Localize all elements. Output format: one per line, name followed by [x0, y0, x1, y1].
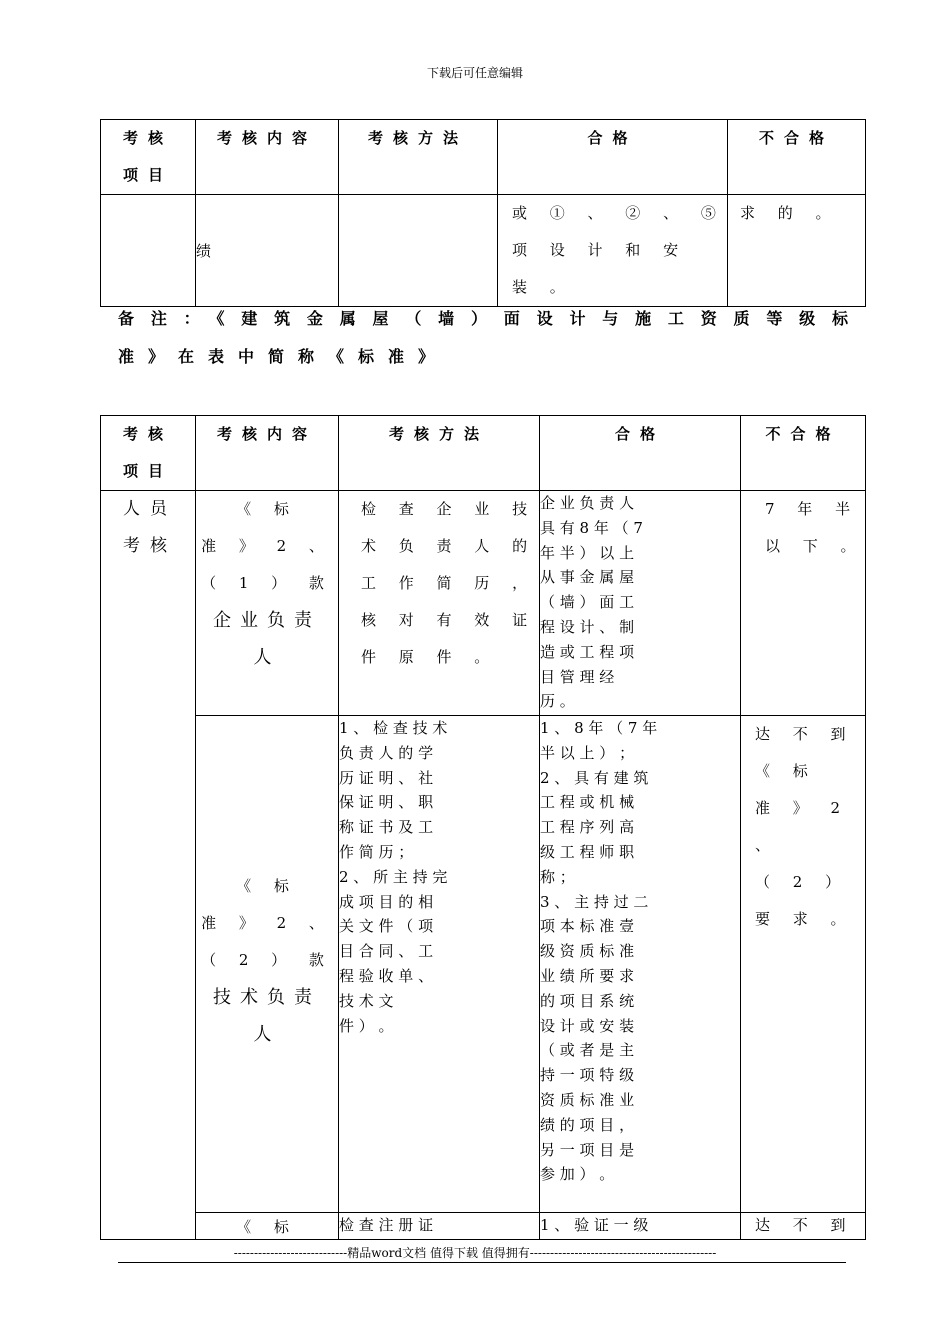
- fail-cell: [741, 491, 866, 716]
- header-fail: 不合格: [741, 416, 866, 491]
- pass-line: 的 项 目 系 统: [540, 991, 635, 1010]
- page-footer: ----------------------------精品word文档 值得下载 值得拥有----------------------------------------------: [233, 1246, 717, 1260]
- pass-line: （ 或 者 是 主: [540, 1041, 635, 1060]
- method-cell: [339, 716, 540, 1213]
- header-item-line1: 考核: [122, 129, 173, 147]
- header-item-line2: 项目: [122, 166, 173, 184]
- method-cell: [339, 491, 540, 716]
- pass-line: 企 业 负 责 人: [540, 494, 635, 512]
- table-header-row: [101, 416, 866, 491]
- header-method: 考核方法: [339, 416, 540, 491]
- header-pass: 合格: [540, 416, 741, 491]
- pass-line: 工 程 或 机 械: [540, 793, 635, 812]
- pass-line: 参 加 ） 。: [540, 1165, 615, 1184]
- header-method: 考核方法: [339, 120, 498, 195]
- pass-cell: [540, 716, 741, 1213]
- pass-line: 级 工 程 师 职: [540, 842, 635, 861]
- content-line: （ 1 ） 款: [201, 574, 333, 592]
- method-line: 目 合 同 、 工: [339, 942, 434, 961]
- fail-cell: 达 不 到: [741, 1213, 866, 1240]
- method-line: 技 术 文: [339, 991, 394, 1010]
- fail-line: 要 求 。: [755, 910, 855, 928]
- content-line: 《 标: [236, 877, 298, 895]
- table-row: [101, 195, 866, 307]
- method-line: 作 简 历 ；: [339, 842, 414, 861]
- pass-line: 历 。: [540, 692, 575, 711]
- content-line: 准 》 2 、: [201, 914, 333, 932]
- row-pass-cell: [498, 195, 728, 307]
- fail-line: 以 下 。: [765, 537, 865, 555]
- method-line: 工 作 简 历 ，: [361, 574, 537, 592]
- remark-note: [118, 300, 848, 376]
- fail-line: （ 2 ）: [755, 873, 850, 891]
- method-line: 2 、 所 主 持 完: [339, 867, 448, 886]
- footer-divider: [118, 1262, 846, 1263]
- pass-line: 项 设 计 和 安: [512, 241, 688, 259]
- header-content: 考核内容: [196, 120, 339, 195]
- pass-line: 半 以 上 ） ；: [540, 743, 635, 762]
- pass-line: 造 或 工 程 项: [540, 642, 635, 661]
- method-line: 检 查 企 业 技: [361, 500, 537, 518]
- pass-line: 目 管 理 经: [540, 667, 615, 686]
- remark-line1: 备注：《建筑金属屋（墙）面设计与施工资质等级标: [118, 309, 848, 328]
- fail-cell: [741, 716, 866, 1213]
- pass-line: 工 程 序 列 高: [540, 818, 635, 837]
- header-item: [101, 416, 196, 491]
- pass-cell: [540, 491, 741, 716]
- method-line: 核 对 有 效 证: [361, 611, 537, 629]
- header-item-line1: 考核: [122, 425, 173, 443]
- page-header-note: 下载后可任意编辑: [426, 66, 523, 80]
- fail-line: 达 不 到: [755, 725, 855, 743]
- assessment-table-main: [100, 415, 866, 1240]
- content-line: 《 标: [236, 500, 298, 518]
- item-line1: 人员: [123, 499, 177, 519]
- table-header-row: [101, 120, 866, 195]
- fail-line: 、: [755, 836, 780, 854]
- method-line: 程 验 收 单 、: [339, 966, 434, 985]
- item-line2: 考核: [123, 536, 177, 556]
- pass-line: 资 质 标 准 业: [540, 1090, 635, 1109]
- pass-line: 年 半 ） 以 上: [540, 543, 635, 562]
- content-line-title: 人: [253, 647, 281, 668]
- remark-line2: 准》在表中简称《标准》: [118, 347, 449, 366]
- content-line-title: 企业负责: [213, 610, 321, 631]
- pass-line: 从 事 金 属 屋: [540, 568, 635, 587]
- method-line: 历 证 明 、 社: [339, 768, 434, 787]
- fail-line: 准 》 2: [755, 799, 850, 817]
- method-line: 术 负 责 人 的: [361, 537, 537, 555]
- table-row: [101, 716, 866, 1213]
- pass-line: 级 资 质 标 准: [540, 942, 635, 961]
- row-method-cell: [339, 195, 498, 307]
- content-line: （ 2 ） 款: [201, 951, 333, 969]
- content-line-title: 技术负责: [213, 987, 321, 1008]
- method-line: 负 责 人 的 学: [339, 743, 434, 762]
- pass-line: 项 本 标 准 壹: [540, 917, 635, 936]
- row-item-cell: [101, 195, 196, 307]
- method-line: 关 文 件 （ 项: [339, 917, 434, 936]
- method-line: 1 、 检 查 技 术: [339, 719, 448, 737]
- header-pass: 合格: [498, 120, 728, 195]
- pass-line: 2 、 具 有 建 筑: [540, 768, 649, 787]
- pass-line: 装 。: [512, 278, 574, 296]
- pass-line: 1 、 8 年 （ 7 年: [540, 719, 658, 737]
- header-fail: 不合格: [728, 120, 866, 195]
- method-line: 件 原 件 。: [361, 648, 499, 666]
- header-item-line2: 项目: [122, 462, 173, 480]
- pass-line: 或 ① 、 ② 、 ⑤: [512, 204, 725, 222]
- pass-line: 另 一 项 目 是: [540, 1140, 635, 1159]
- pass-line: 业 绩 所 要 求: [540, 966, 635, 985]
- header-content: 考核内容: [196, 416, 339, 491]
- pass-line: 设 计 或 安 装: [540, 1016, 635, 1035]
- table-row: [101, 1213, 866, 1240]
- method-line: 成 项 目 的 相: [339, 892, 434, 911]
- table-row: [101, 491, 866, 716]
- pass-line: 称 ；: [540, 867, 575, 886]
- content-cell: 《 标: [196, 1213, 339, 1240]
- pass-line: 持 一 项 特 级: [540, 1066, 635, 1085]
- personnel-assessment-cell: [101, 491, 196, 1240]
- pass-line: （ 墙 ） 面 工: [540, 593, 635, 612]
- pass-line: 程 设 计 、 制: [540, 617, 635, 636]
- header-item: [101, 120, 196, 195]
- fail-line: 7 年 半: [765, 500, 860, 518]
- pass-line: 具 有 8 年 （ 7: [540, 518, 643, 537]
- pass-line: 3 、 主 持 过 二: [540, 892, 649, 911]
- method-line: 称 证 书 及 工: [339, 818, 434, 837]
- row-fail-cell: 求 的 。: [728, 195, 866, 307]
- content-cell: [196, 491, 339, 716]
- method-cell: 检 查 注 册 证: [339, 1213, 540, 1240]
- content-line-title: 人: [253, 1024, 281, 1045]
- method-line: 保 证 明 、 职: [339, 793, 434, 812]
- assessment-table-top: [100, 119, 866, 307]
- fail-line: 《 标: [755, 762, 817, 780]
- pass-line: 绩 的 项 目 ，: [540, 1115, 635, 1134]
- row-content-cell: 绩: [196, 195, 339, 307]
- pass-cell: 1 、 验 证 一 级: [540, 1213, 741, 1240]
- content-line: 准 》 2 、: [201, 537, 333, 555]
- method-line: 件 ） 。: [339, 1016, 394, 1035]
- content-cell: [196, 716, 339, 1213]
